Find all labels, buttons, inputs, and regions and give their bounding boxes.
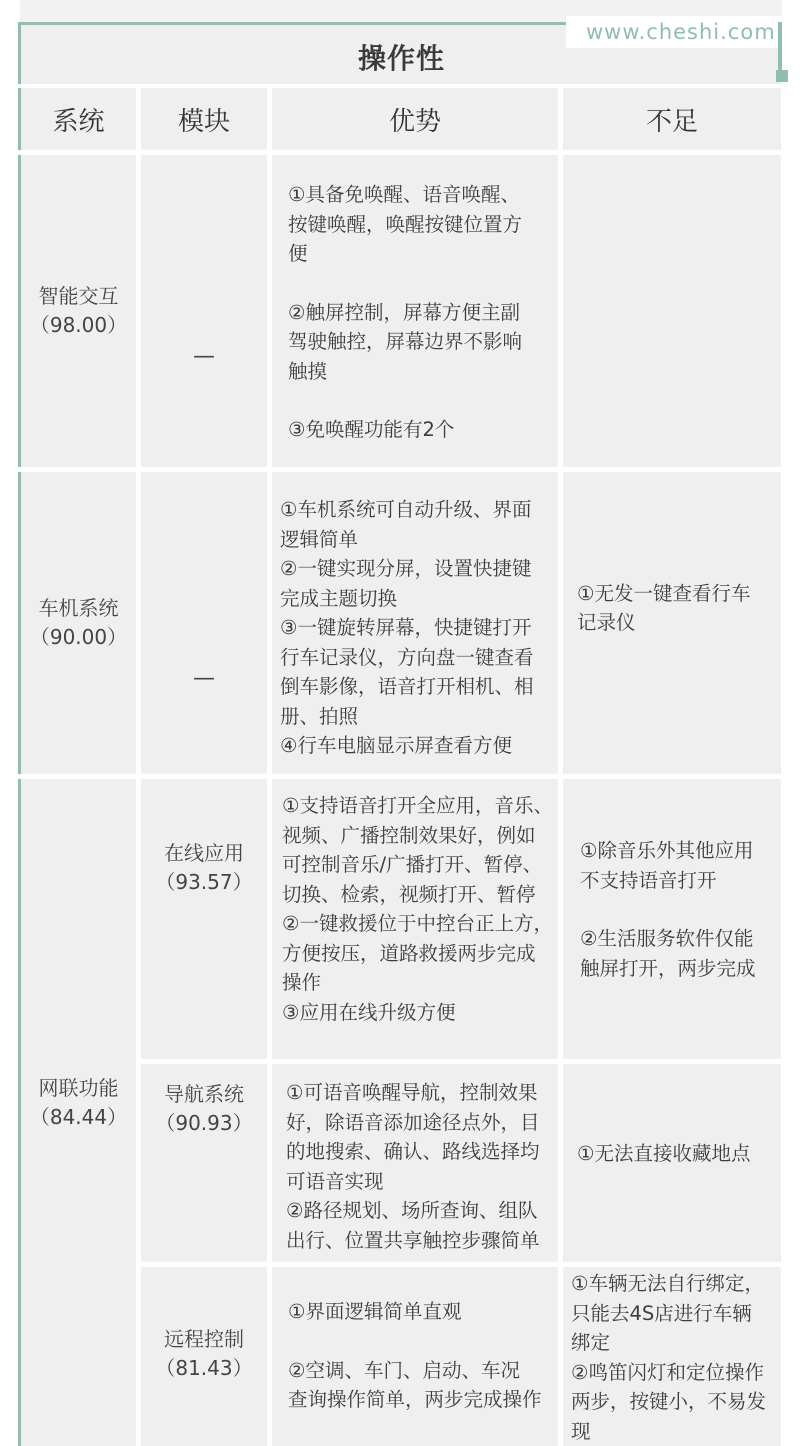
shortcomings-cell-navigation bbox=[563, 1064, 781, 1262]
shortcoming-line: ①车辆无法自行绑定， bbox=[571, 1272, 764, 1295]
module-dash: — bbox=[193, 665, 215, 691]
watermark-accent-bar bbox=[778, 22, 782, 70]
advantage-line: ③应用在线升级方便 bbox=[282, 1000, 456, 1024]
advantage-line: ③免唤醒功能有2个 bbox=[288, 418, 455, 441]
advantage-line: 方便按压，道路救援两步完成 bbox=[282, 941, 536, 965]
advantage-line: ②一键救援位于中控台正上方， bbox=[282, 912, 553, 935]
advantage-line: 可控制音乐/广播打开、暂停、 bbox=[282, 853, 543, 876]
advantages-cell-smart bbox=[272, 155, 558, 467]
advantage-line: 切换、检索，视频打开、暂停 bbox=[282, 882, 536, 906]
shortcoming-line: ②鸣笛闪灯和定位操作 bbox=[571, 1360, 764, 1384]
advantage-line: ③一键旋转屏幕，快捷键打开 bbox=[280, 616, 532, 639]
advantage-line: 行车记录仪，方向盘一键查看 bbox=[280, 645, 534, 669]
module-name: 远程控制 bbox=[164, 1327, 244, 1351]
module-name: 导航系统 bbox=[164, 1082, 244, 1106]
shortcoming-line: ①无法直接收藏地点 bbox=[577, 1142, 751, 1166]
advantage-line: 操作 bbox=[282, 971, 322, 994]
table-title: 操作性 bbox=[357, 42, 445, 75]
advantage-line: ①支持语音打开全应用，音乐、 bbox=[282, 794, 553, 817]
shortcoming-line: 记录仪 bbox=[577, 611, 636, 634]
advantage-line: 出行、位置共享触控步骤简单 bbox=[286, 1228, 540, 1252]
advantage-line: 的地搜索、确认、路线选择均 bbox=[286, 1140, 540, 1163]
module-score: （81.43） bbox=[155, 1356, 253, 1380]
advantage-line: ①界面逻辑简单直观 bbox=[288, 1300, 462, 1323]
advantage-line: ④行车电脑显示屏查看方便 bbox=[280, 734, 512, 757]
shortcoming-line: 只能去4S店进行车辆 bbox=[571, 1301, 752, 1325]
advantage-line: ②空调、车门、启动、车况 bbox=[288, 1358, 520, 1382]
advantage-line: 触摸 bbox=[288, 359, 328, 383]
system-name: 车机系统 bbox=[38, 596, 119, 620]
module-dash: — bbox=[193, 343, 215, 369]
system-cell-connected bbox=[18, 779, 136, 1446]
advantage-line: ②触屏控制，屏幕方便主副 bbox=[288, 300, 520, 324]
advantage-line: ②一键实现分屏，设置快捷键 bbox=[280, 557, 532, 580]
shortcomings-cell-smart bbox=[563, 155, 781, 467]
advantage-line: 倒车影像，语音打开相机、相 bbox=[280, 675, 534, 698]
advantages-cell-remote-control bbox=[272, 1267, 558, 1446]
shortcoming-line: 现 bbox=[571, 1419, 591, 1443]
shortcoming-line: ①除音乐外其他应用 bbox=[580, 839, 754, 862]
shortcoming-line: 两步，按键小，不易发 bbox=[571, 1390, 767, 1413]
system-cell-smart bbox=[18, 155, 136, 467]
system-score: （98.00） bbox=[29, 313, 128, 337]
header-module: 模块 bbox=[141, 88, 267, 150]
advantages-cell-online-apps bbox=[272, 779, 558, 1059]
shortcomings-cell-online-apps bbox=[563, 779, 781, 1059]
module-cell-remote-control bbox=[141, 1267, 267, 1446]
system-cell-headunit bbox=[18, 472, 136, 774]
module-cell-navigation bbox=[141, 1064, 267, 1262]
advantage-line: ①具备免唤醒、语音唤醒、 bbox=[288, 183, 520, 206]
header-system: 系统 bbox=[18, 88, 136, 150]
system-score: （84.44） bbox=[29, 1104, 128, 1129]
system-name: 网联功能 bbox=[38, 1075, 119, 1100]
module-cell-online-apps bbox=[141, 779, 267, 1059]
advantage-line: 视频、广播控制效果好，例如 bbox=[282, 823, 536, 847]
advantage-line: 便 bbox=[288, 242, 308, 265]
shortcoming-line: ②生活服务软件仅能 bbox=[580, 927, 754, 950]
watermark-accent-square bbox=[776, 70, 788, 82]
advantage-line: 好，除语音添加途径点外，目 bbox=[286, 1110, 540, 1134]
advantage-line: 按键唤醒，唤醒按键位置方 bbox=[288, 212, 523, 236]
module-score: （93.57） bbox=[155, 870, 253, 894]
watermark: www.cheshi.com bbox=[566, 16, 788, 48]
shortcomings-cell-remote-control bbox=[563, 1267, 781, 1446]
shortcomings-cell-headunit bbox=[563, 472, 781, 774]
module-cell-smart bbox=[141, 155, 267, 467]
system-score: （90.00） bbox=[29, 625, 128, 649]
advantage-line: ②路径规划、场所查询、组队 bbox=[286, 1199, 538, 1222]
advantages-cell-headunit bbox=[272, 472, 558, 774]
advantage-line: 逻辑简单 bbox=[280, 527, 359, 551]
header-shortcomings: 不足 bbox=[563, 88, 781, 150]
module-cell-headunit bbox=[141, 472, 267, 774]
module-score: （90.93） bbox=[155, 1111, 253, 1135]
advantage-line: ①可语音唤醒导航，控制效果 bbox=[286, 1081, 538, 1104]
system-name: 智能交互 bbox=[38, 284, 119, 308]
shortcoming-line: 不支持语音打开 bbox=[580, 868, 717, 892]
advantage-line: 完成主题切换 bbox=[280, 586, 398, 610]
module-name: 在线应用 bbox=[164, 841, 244, 865]
shortcoming-line: ①无发一键查看行车 bbox=[577, 581, 751, 605]
advantage-line: ①车机系统可自动升级、界面 bbox=[280, 498, 532, 521]
advantages-cell-navigation bbox=[272, 1064, 558, 1262]
shortcoming-line: 触屏打开，两步完成 bbox=[580, 956, 756, 980]
shortcoming-line: 绑定 bbox=[571, 1331, 611, 1354]
advantage-line: 查询操作简单，两步完成操作 bbox=[288, 1388, 542, 1411]
advantage-line: 册、拍照 bbox=[280, 704, 359, 728]
header-advantages: 优势 bbox=[272, 88, 558, 150]
advantage-line: 可语音实现 bbox=[286, 1169, 384, 1193]
advantage-line: 驾驶触控，屏幕边界不影响 bbox=[288, 330, 523, 353]
